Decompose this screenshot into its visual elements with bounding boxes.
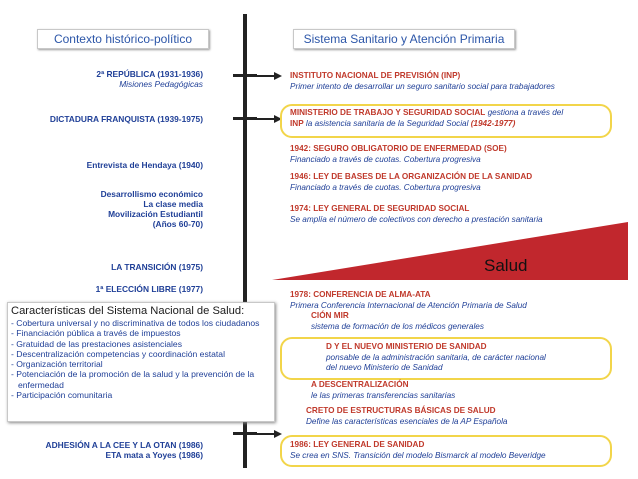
salud-label: Salud	[484, 256, 528, 275]
list-item: - Descentralización competencias y coordinación estatal	[8, 349, 274, 359]
event-real-decreto: CRETO DE ESTRUCTURAS BÁSICAS DE SALUD Define las características esenciales de la AP Española	[306, 406, 508, 426]
header-health-system: Sistema Sanitario y Atención Primaria	[293, 29, 515, 49]
list-item: - Gratuidad de las prestaciones asistenciales	[8, 339, 274, 349]
event-lgss: 1974: LEY GENERAL DE SEGURIDAD SOCIAL Se amplía el número de colectivos con derecho a prestación sanitaria	[290, 204, 543, 224]
left-transicion: LA TRANSICIÓN (1975)	[111, 262, 203, 272]
left-hendaya: Entrevista de Hendaya (1940)	[86, 160, 203, 170]
event-ley-general-sanidad: 1986: LEY GENERAL DE SANIDAD Se crea en SNS. Transición del modelo Bismarck al modelo Beveridge	[290, 440, 546, 460]
left-desarrollismo: Desarrollismo económico La clase media Movilización Estudiantil (Años 60-70)	[100, 189, 203, 229]
list-item: - Organización territorial	[8, 359, 274, 369]
event-ministerio-sanidad: D Y EL NUEVO MINISTERIO DE SANIDAD ponsable de la administración sanitaria, de carácter nacional del nuevo Ministerio de Sanidad	[326, 342, 546, 372]
event-ministerio-trabajo: MINISTERIO DE TRABAJO Y SEGURIDAD SOCIAL gestiona a través del INP la asistencia sanitaria de la Seguridad Social (1942-1977)	[290, 108, 564, 128]
event-soe: 1942: SEGURO OBLIGATORIO DE ENFERMEDAD (SOE) Financiado a través de cuotas. Cobertura progresiva	[290, 144, 507, 164]
characteristics-title: Características del Sistema Nacional de Salud:	[11, 305, 245, 317]
salud-triangle	[272, 222, 628, 282]
event-inp: INSTITUTO NACIONAL DE PREVISIÓN (INP) Primer intento de desarrollar un seguro sanitario social para trabajadores	[290, 71, 555, 91]
event-descentralizacion: A DESCENTRALIZACIÓN le las primeras transferencias sanitarias	[311, 380, 456, 400]
left-eleccion: 1ª ELECCIÓN LIBRE (1977)	[95, 284, 203, 294]
list-item: - Participación comunitaria	[8, 390, 274, 400]
event-ley-bases: 1946: LEY DE BASES DE LA ORGANIZACIÓN DE LA SANIDAD Financiado a través de cuotas. Cobertura progresiva	[290, 172, 533, 192]
list-item: - Potenciación de la promoción de la salud y la prevención de la enfermedad	[8, 369, 274, 390]
header-context: Contexto histórico-político	[37, 29, 209, 49]
arrowhead-icon	[274, 72, 282, 80]
characteristics-box	[7, 302, 275, 422]
characteristics-list	[8, 318, 274, 400]
event-mir: CIÓN MIR sistema de formación de los médicos generales	[311, 311, 484, 331]
event-alma-ata: 1978: CONFERENCIA DE ALMA-ATA Primera Conferencia Internacional de Atención Primaria de Salud	[290, 290, 527, 310]
left-republica: 2ª REPÚBLICA (1931-1936) Misiones Pedagógicas	[96, 69, 203, 89]
list-item: - Cobertura universal y no discriminativa de todos los ciudadanos	[8, 318, 274, 328]
arrow	[247, 433, 275, 435]
arrowhead-icon	[274, 430, 282, 438]
left-cee: ADHESIÓN A LA CEE Y LA OTAN (1986) ETA mata a Yoyes (1986)	[45, 440, 203, 460]
arrow	[247, 118, 275, 120]
arrow	[247, 75, 275, 77]
list-item: - Financiación pública a través de impuestos	[8, 328, 274, 338]
left-dictadura: DICTADURA FRANQUISTA (1939-1975)	[49, 114, 203, 124]
